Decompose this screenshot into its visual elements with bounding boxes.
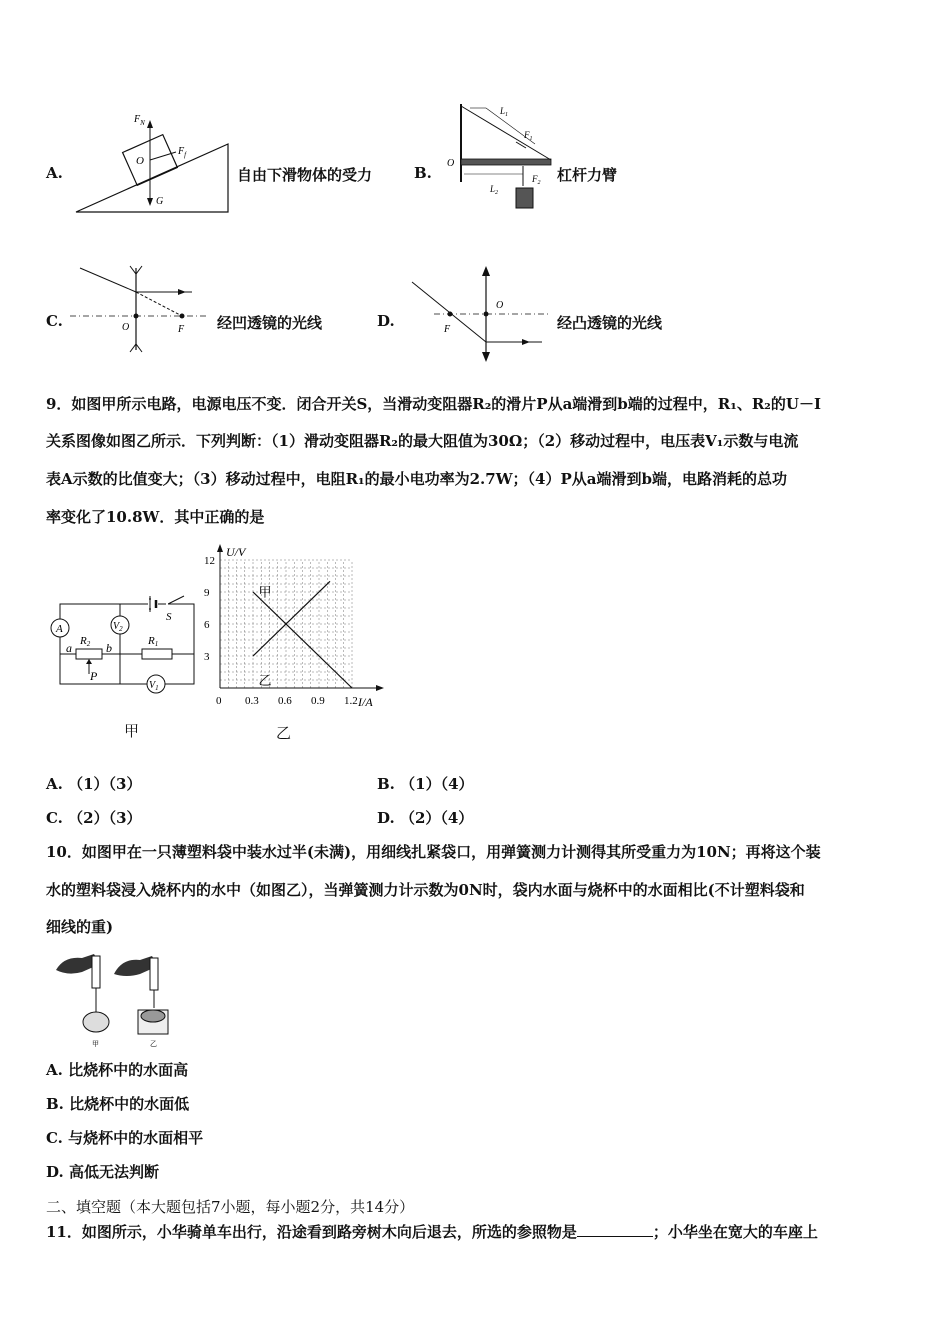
weight-block — [516, 188, 533, 208]
y-axis-label: U/V — [226, 545, 246, 559]
q10-choice-a: A. 比烧杯中的水面高 — [46, 1061, 189, 1079]
svg-text:甲: 甲 — [92, 1040, 99, 1048]
x-axis-arrow — [376, 685, 384, 691]
y-tick-label: 12 — [204, 555, 215, 567]
svg-text:R2: R2 — [80, 635, 91, 648]
x-axis-label: I/A — [358, 695, 373, 709]
switch — [168, 596, 184, 604]
x-tick-label: 0.3 — [245, 695, 259, 707]
incline — [76, 144, 228, 212]
svg-text:F2: $F_2$ — [532, 174, 541, 186]
option-c-letter: C. — [46, 312, 63, 330]
q10-line-1: 10．如图甲在一只薄塑料袋中装水过半(未满)，用细线扎紧袋口，用弹簧测力计测得其所受重力为10N；再将这个装 — [46, 843, 821, 861]
svg-text:P: P — [90, 669, 98, 683]
svg-text:R1: R1 — [148, 635, 159, 648]
svg-text:F: F — [178, 324, 185, 335]
svg-text:L1: $L_1$ — [500, 106, 509, 118]
resistor-r1 — [142, 649, 172, 659]
svg-text:S: S — [166, 611, 172, 623]
lever-bar — [461, 159, 551, 165]
q9-choice-c: C. （2）（3） — [46, 809, 142, 827]
svg-text:F: F — [444, 324, 451, 335]
svg-text:V2: $V_2$ — [113, 621, 123, 633]
option-d-caption: 经凸透镜的光线 — [557, 314, 663, 332]
origin-label: 0 — [216, 695, 222, 707]
svg-text:V1: $V_1$ — [149, 680, 159, 692]
svg-text:a: a — [66, 641, 72, 655]
q11-line-1: 11．如图所示，小华骑单车出行，沿途看到路旁树木向后退去，所选的参照物是 ；小华坐在宽大的车座上 — [46, 1214, 818, 1251]
svg-text:O: O — [122, 322, 130, 333]
svg-text:L2: $L_2$ — [490, 184, 499, 196]
spring-scale-right — [150, 958, 158, 990]
incident-ray — [80, 268, 136, 292]
label-fn: $F_N$ — [134, 114, 145, 127]
q9-line-4: 率变化了10.8W．其中正确的是 — [46, 508, 265, 526]
q10-choice-c: C. 与烧杯中的水面相平 — [46, 1129, 204, 1147]
svg-text:F1: $F_1$ — [524, 130, 533, 142]
option-b-caption: 杠杆力臂 — [557, 166, 618, 184]
label-ff: $F_f$ — [178, 146, 187, 159]
x-tick-label: 1.2 — [344, 695, 358, 707]
answer-blank[interactable] — [577, 1220, 653, 1237]
svg-text:O: O — [496, 300, 504, 311]
q9-line-3: 表A示数的比值变大；（3）移动过程中，电阻R₁的最小电功率为2.7W；（4）P从a端滑到b端，电路消耗的总功 — [46, 470, 787, 488]
svg-text:A: A — [56, 623, 63, 635]
concave-lens-diagram — [70, 262, 210, 354]
svg-text:O: O — [447, 158, 455, 169]
x-tick-label: 0.9 — [311, 695, 325, 707]
section-heading: 二、填空题（本大题包括7小题，每小题2分，共14分） — [46, 1198, 415, 1216]
ui-graph — [200, 540, 390, 712]
x-tick-label: 0.6 — [278, 695, 292, 707]
option-c-caption: 经凹透镜的光线 — [217, 314, 323, 332]
option-a-caption: 自由下滑物体的受力 — [237, 166, 373, 184]
circuit-caption: 甲 — [124, 722, 140, 740]
y-tick-label: 6 — [204, 619, 210, 631]
svg-text:乙: 乙 — [150, 1040, 157, 1048]
option-d-letter: D. — [377, 312, 395, 330]
y-tick-label: 9 — [204, 587, 210, 599]
q9-line-2: 关系图像如图乙所示．下列判断：（1）滑动变阻器R₂的最大阻值为30Ω；（2）移动过程中，电压表V₁示数与电流 — [46, 432, 799, 450]
spring-scale-left — [92, 956, 100, 988]
label-o: O — [136, 155, 144, 167]
resistor-r2 — [76, 649, 102, 659]
lever-diagram — [440, 100, 555, 220]
q10-choice-b: B. 比烧杯中的水面低 — [46, 1095, 190, 1113]
label-g: G — [156, 196, 164, 207]
graph-caption: 乙 — [276, 724, 292, 742]
q9-line-1: 9．如图甲所示电路，电源电压不变．闭合开关S，当滑动变阻器R₂的滑片P从a端滑到b端的过程中，R₁、R₂的U－I — [46, 395, 821, 413]
q9-choice-a: A. （1）（3） — [46, 775, 142, 793]
series-label-yi: 乙 — [258, 672, 272, 688]
q10-choice-d: D. 高低无法判断 — [46, 1163, 159, 1181]
series-label-jia: 甲 — [258, 584, 272, 600]
q10-line-3: 细线的重) — [46, 918, 114, 936]
convex-lens-diagram — [404, 262, 552, 362]
q9-choice-d: D. （2）（4） — [377, 809, 474, 827]
option-a-letter: A. — [46, 164, 63, 182]
y-tick-label: 3 — [204, 651, 210, 663]
y-axis-arrow — [217, 544, 223, 552]
spring-scale-figure — [52, 950, 182, 1050]
q9-choice-b: B. （1）（4） — [377, 775, 474, 793]
water-bag-left — [83, 1012, 109, 1032]
option-b-letter: B. — [414, 164, 432, 182]
circuit-diagram — [46, 588, 216, 698]
q10-line-2: 水的塑料袋浸入烧杯内的水中（如图乙），当弹簧测力计示数为0N时，袋内水面与烧杯中的水面相比(不计塑料袋和 — [46, 881, 805, 899]
incline-force-diagram — [70, 108, 235, 218]
svg-text:b: b — [106, 641, 112, 655]
